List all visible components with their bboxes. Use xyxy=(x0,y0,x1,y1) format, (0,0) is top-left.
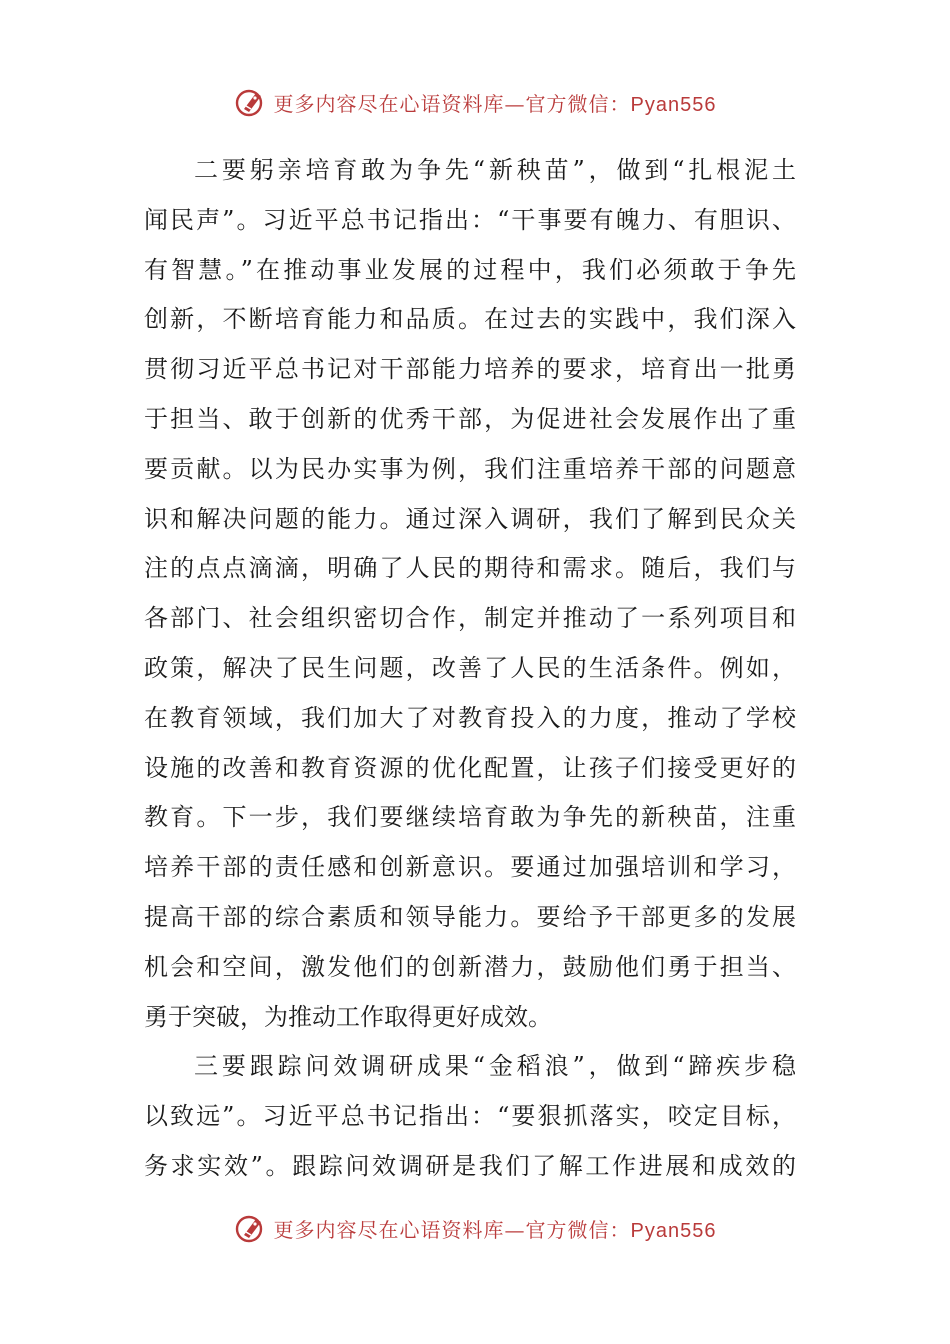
wechat-id: Pyan556 xyxy=(630,1219,717,1242)
wechat-id: Pyan556 xyxy=(630,93,717,116)
text-line: 在教育领域，我们加大了对教育投入的力度，推动了学校 xyxy=(144,703,796,732)
text-line: 政策，解决了民生问题，改善了人民的生活条件。例如， xyxy=(144,653,796,682)
text-line: 闻民声”。习近平总书记指出：“干事要有魄力、有胆识、 xyxy=(144,205,796,234)
text-line: 机会和空间，激发他们的创新潜力，鼓励他们勇于担当、 xyxy=(144,952,796,981)
text-line: 注的点点滴滴，明确了人民的期待和需求。随后，我们与 xyxy=(144,554,796,583)
banner-text: 更多内容尽在心语资料库—官方微信：Pyan556 xyxy=(273,91,717,116)
text-line: 以致远”。习近平总书记指出：“要狠抓落实，咬定目标， xyxy=(144,1102,796,1131)
text-line: 贯彻习近平总书记对干部能力培养的要求，培育出一批勇 xyxy=(144,355,796,384)
text-line: 有智慧。”在推动事业发展的过程中，我们必须敢于争先 xyxy=(144,255,796,284)
text-line: 要贡献。以为民办实事为例，我们注重培养干部的问题意 xyxy=(144,454,796,483)
text-line: 教育。下一步，我们要继续培育敢为争先的新秧苗，注重 xyxy=(144,803,796,832)
text-line: 于担当、敢于创新的优秀干部，为促进社会发展作出了重 xyxy=(144,404,796,433)
footer-banner xyxy=(0,1208,950,1248)
text-line: 提高干部的综合素质和领导能力。要给予干部更多的发展 xyxy=(144,902,796,931)
text-line: 设施的改善和教育资源的优化配置，让孩子们接受更好的 xyxy=(144,753,796,782)
header-banner xyxy=(0,82,950,122)
text-line: 识和解决问题的能力。通过深入调研，我们了解到民众关 xyxy=(144,504,796,533)
pen-nib-circle-icon xyxy=(234,1211,268,1245)
pen-nib-circle-icon xyxy=(234,85,268,119)
text-line: 三要跟踪问效调研成果“金稻浪”，做到“蹄疾步稳 xyxy=(194,1052,796,1081)
text-line: 二要躬亲培育敢为争先“新秧苗”，做到“扎根泥土 xyxy=(194,156,796,184)
text-line: 各部门、社会组织密切合作，制定并推动了一系列项目和 xyxy=(144,604,796,633)
banner-text: 更多内容尽在心语资料库—官方微信：Pyan556 xyxy=(273,1217,717,1242)
text-line: 创新，不断培育能力和品质。在过去的实践中，我们深入 xyxy=(144,305,796,334)
text-line: 勇于突破，为推动工作取得更好成效。 xyxy=(144,1002,552,1031)
document-body xyxy=(144,146,796,1192)
text-line: 务求实效”。跟踪问效调研是我们了解工作进展和成效的 xyxy=(144,1151,796,1180)
text-line: 培养干部的责任感和创新意识。要通过加强培训和学习， xyxy=(144,853,796,882)
